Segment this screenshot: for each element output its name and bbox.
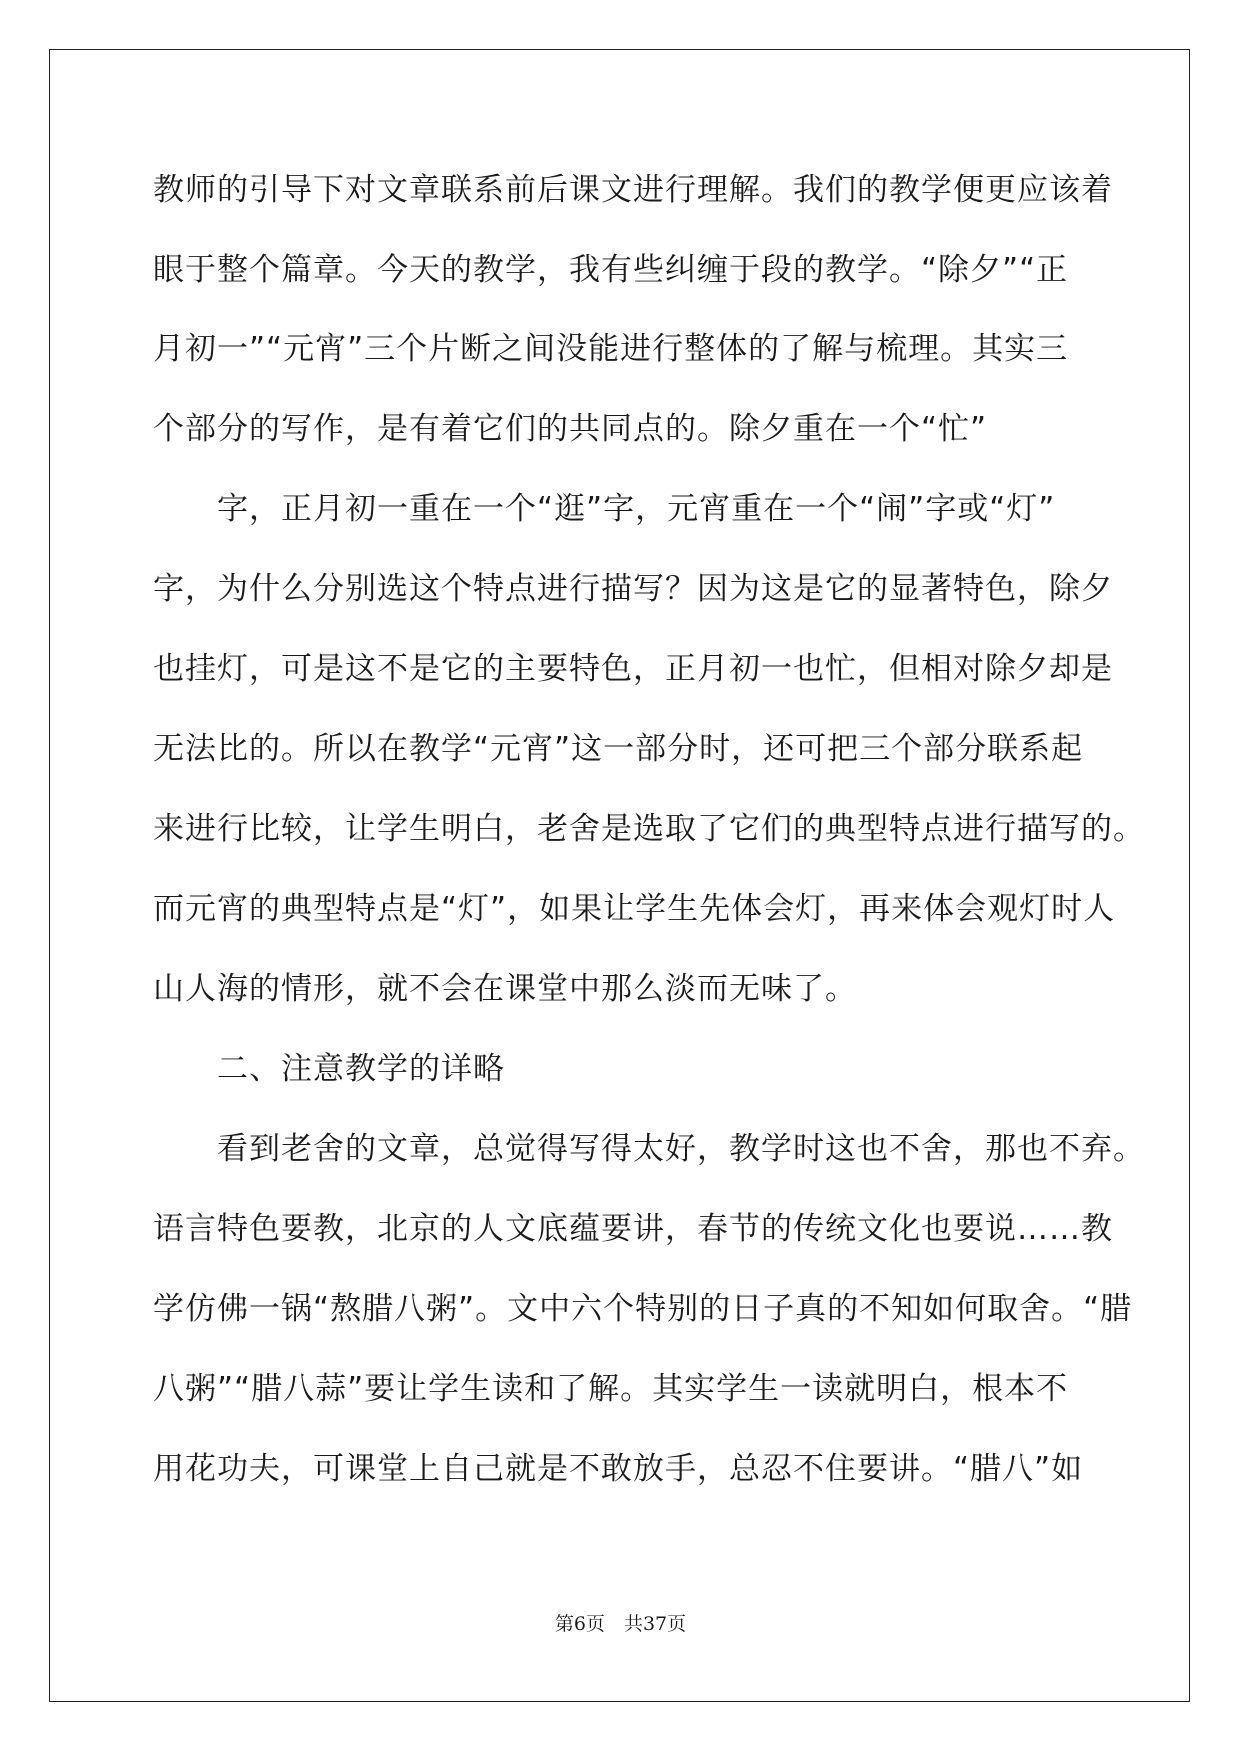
text-line: 来进行比较，让学生明白，老舍是选取了它们的典型特点进行描写的。 (153, 811, 1145, 847)
text-line: 月初一”“元宵”三个片断之间没能进行整体的了解与梳理。其实三 (153, 331, 1069, 367)
text-line: 而元宵的典型特点是“灯”，如果让学生先体会灯，再来体会观灯时人 (153, 891, 1116, 927)
text-line: 字，正月初一重在一个“逛”字，元宵重在一个“闹”字或“灯” (153, 491, 1056, 527)
text-line: 也挂灯，可是这不是它的主要特色，正月初一也忙，但相对除夕却是 (153, 651, 1113, 687)
text-line: 教师的引导下对文章联系前后课文进行理解。我们的教学便更应该着 (153, 172, 1113, 208)
text-line: 眼于整个篇章。今天的教学，我有些纠缠于段的教学。“除夕”“正 (153, 252, 1069, 288)
text-line: 看到老舍的文章，总觉得写得太好，教学时这也不舍，那也不弃。 (153, 1131, 1145, 1167)
text-line: 八粥”“腊八蒜”要让学生读和了解。其实学生一读就明白，根本不 (153, 1371, 1069, 1407)
section-heading: 二、注意教学的详略 (153, 1051, 505, 1087)
text-line: 用花功夫，可课堂上自己就是不敢放手，总忍不住要讲。“腊八”如 (153, 1451, 1084, 1487)
text-line: 个部分的写作，是有着它们的共同点的。除夕重在一个“忙” (153, 411, 988, 447)
page-footer: 第6页 共37页 (554, 1613, 687, 1635)
text-line: 无法比的。所以在教学“元宵”这一部分时，还可把三个部分联系起 (153, 731, 1084, 767)
text-line: 学仿佛一锅“熬腊八粥”。文中六个特别的日子真的不知如何取舍。“腊 (153, 1291, 1133, 1327)
text-line: 山人海的情形，就不会在课堂中那么淡而无味了。 (153, 971, 857, 1007)
text-line: 字，为什么分别选这个特点进行描写？因为这是它的显著特色，除夕 (153, 571, 1113, 607)
text-line: 语言特色要教，北京的人文底蕴要讲，春节的传统文化也要说……教 (153, 1211, 1113, 1247)
